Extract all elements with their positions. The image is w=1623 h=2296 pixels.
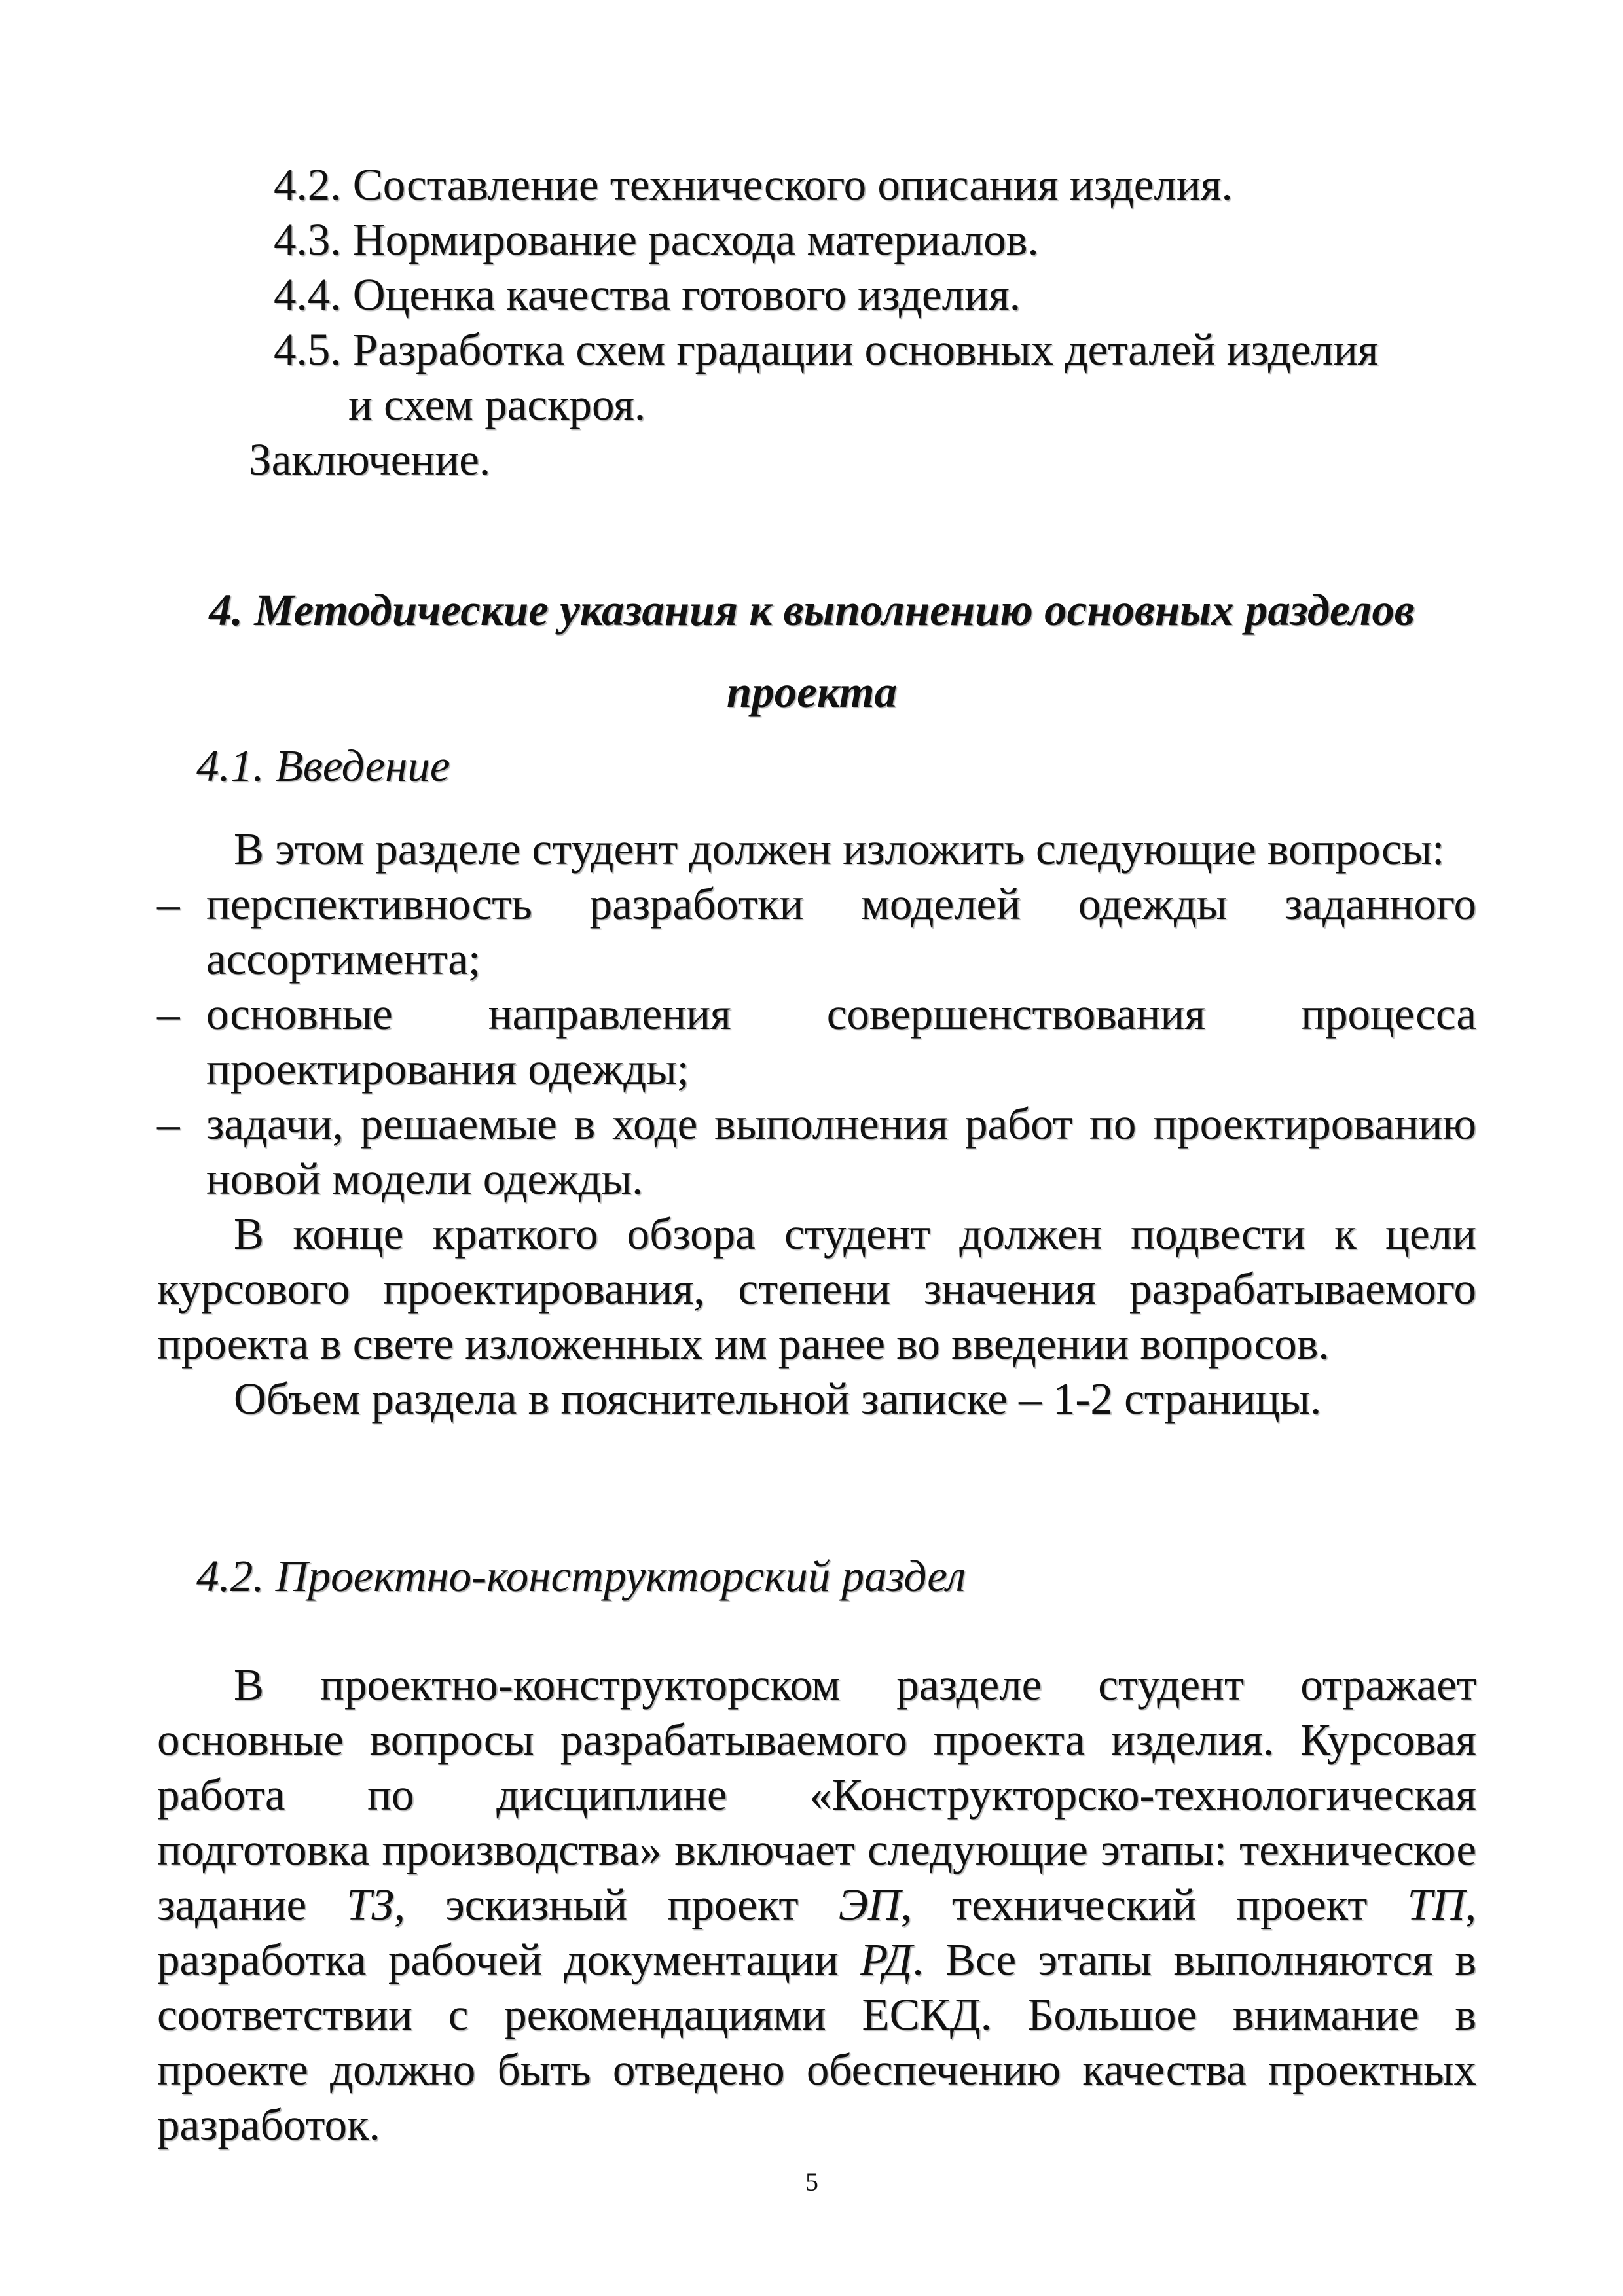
intro-conclusion-paragraph: В конце краткого обзора студент должен подвести к цели курсового проектирования, степени значения разрабатываемого проекта в свете изложенных им ранее во введении вопросов. (157, 1209, 1476, 1369)
subsection-heading-intro: 4.1. Введение (196, 741, 450, 791)
table-of-contents (249, 157, 1493, 487)
toc-item-continuation: и схем раскроя. (348, 380, 646, 429)
toc-item: 4.4. Оценка качества готового изделия. (274, 270, 1021, 319)
intro-lead-paragraph: В этом разделе студент должен изложить следующие вопросы: (234, 824, 1445, 874)
subsection-heading-design: 4.2. Проектно-конструкторский раздел (196, 1551, 966, 1601)
intro-volume-paragraph: Объем раздела в пояснительной записке – 1-2 страницы. (234, 1374, 1322, 1424)
abbr-rd: РД (860, 1935, 913, 1984)
list-item: – основные направления совершенствования процесса проектирования одежды; (157, 986, 1476, 1096)
abbr-tz: ТЗ (346, 1880, 394, 1929)
abbr-tp: ТП (1407, 1880, 1465, 1929)
design-section (157, 1657, 1476, 2152)
design-paragraph (157, 1657, 1476, 2152)
intro-section (157, 821, 1476, 1426)
design-text: В проектно-конструкторском разделе студент отражает основные вопросы разрабатываемого проекта изделия. Курсовая работа по дисциплине «Конструкторско-технологическая подготовка производства» включает следующие этапы: техническое задание (157, 1660, 1476, 1929)
design-text: . Все этапы выполняются в соответствии с рекомендациями ЕСКД. Большое внимание в проекте должно быть отведено обеспечению качества проектных разработок. (157, 1935, 1476, 2149)
intro-bullet-list (157, 876, 1476, 1206)
toc-item: 4.5. Разработка схем градации основных деталей изделия (274, 325, 1379, 374)
toc-item: 4.3. Нормирование расхода материалов. (274, 215, 1039, 264)
section-title-continuation: проекта (726, 667, 898, 717)
toc-item: 4.2. Составление технического описания изделия. (274, 160, 1233, 209)
abbr-ep: ЭП (838, 1880, 901, 1929)
design-text: , технический проект (900, 1880, 1408, 1929)
list-item: – задачи, решаемые в ходе выполнения работ по проектированию новой модели одежды. (157, 1096, 1476, 1206)
design-text: , разработка рабочей документации (157, 1880, 1476, 1984)
page-number: 5 (805, 2167, 818, 2197)
section-title: 4. Методические указания к выполнению основных разделов (209, 585, 1415, 635)
list-item: – перспективность разработки моделей одежды заданного ассортимента; (157, 876, 1476, 986)
design-text: , эскизный проект (393, 1880, 839, 1929)
toc-conclusion: Заключение. (249, 435, 491, 484)
